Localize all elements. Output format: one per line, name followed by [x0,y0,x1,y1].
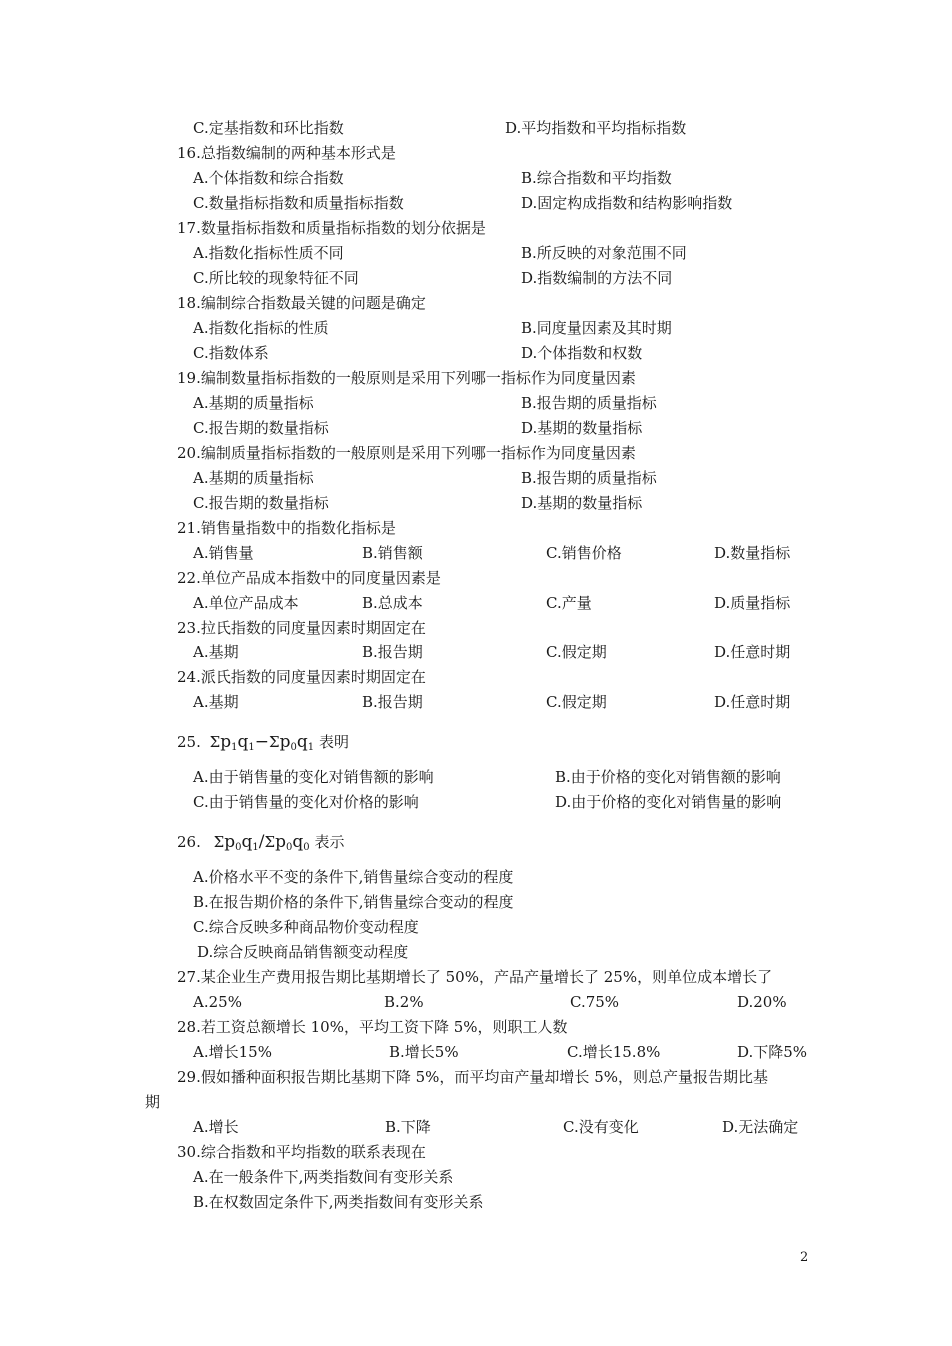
option-b: B.所反映的对象范围不同 [521,244,687,262]
option-d: D.由于价格的变化对销售量的影响 [555,793,782,811]
question-25 [177,732,349,758]
question-28: 28.若工资总额增长 10%，平均工资下降 5%，则职工人数 [177,1018,568,1036]
subscript: 1 [248,742,255,753]
option-d: D.平均指数和平均指标指数 [505,119,687,137]
variable-q: q [237,732,249,752]
subscript: 0 [303,842,310,853]
page-number: 2 [800,1250,809,1265]
option-c: C.增长15.8% [567,1043,661,1061]
question-29: 29.假如播种面积报告期比基期下降 5%，而平均亩产量却增长 5%，则总产量报告期比基 [177,1068,768,1086]
option-b: B.报告期 [362,643,423,661]
option-d: D.指数编制的方法不同 [521,269,673,287]
option-d: D.基期的数量指标 [521,419,643,437]
question-21: 21.销售量指数中的指数化指标是 [177,519,396,537]
option-b: B.同度量因素及其时期 [521,319,672,337]
option-b: B.销售额 [362,544,423,562]
option-d: D.任意时期 [714,643,791,661]
question-tail: 表示 [314,833,345,851]
option-c: C.销售价格 [546,544,622,562]
subscript: 1 [231,742,238,753]
option-c: C.假定期 [546,643,607,661]
option-d: D.20% [737,993,787,1011]
option-d: D.下降5% [737,1043,808,1061]
option-b: B.综合指数和平均指数 [521,169,672,187]
sigma-symbol: Σ [209,733,221,751]
option-a: A.在一般条件下,两类指数间有变形关系 [193,1168,454,1186]
option-a: A.增长 [193,1118,239,1136]
option-c: C.综合反映多种商品物价变动程度 [193,918,419,936]
variable-q: q [241,832,253,852]
option-a: A.指数化指标的性质 [193,319,329,337]
option-b: B.报告期的质量指标 [521,469,657,487]
question-tail: 表明 [318,733,349,751]
question-24: 24.派氏指数的同度量因素时期固定在 [177,668,426,686]
question-29-continuation: 期 [145,1093,161,1111]
option-a: A.增长15% [193,1043,272,1061]
option-a: A.价格水平不变的条件下,销售量综合变动的程度 [193,868,514,886]
option-b: B.下降 [385,1118,431,1136]
option-a: A.销售量 [193,544,254,562]
option-c: C.报告期的数量指标 [193,419,329,437]
variable-q: q [296,732,308,752]
option-c: C.75% [570,993,620,1011]
question-22: 22.单位产品成本指数中的同度量因素是 [177,569,441,587]
subscript: 0 [235,842,242,853]
option-d: D.数量指标 [714,544,791,562]
question-16: 16.总指数编制的两种基本形式是 [177,144,396,162]
option-d: D.无法确定 [722,1118,799,1136]
option-b: B.2% [384,993,424,1011]
option-c: C.由于销售量的变化对价格的影响 [193,793,419,811]
option-a: A.基期 [193,693,239,711]
division-slash: / [258,832,265,852]
option-b: B.在报告期价格的条件下,销售量综合变动的程度 [193,893,514,911]
option-d: D.基期的数量指标 [521,494,643,512]
option-d: D.质量指标 [714,594,791,612]
option-a: A.基期的质量指标 [193,469,314,487]
question-27: 27.某企业生产费用报告期比基期增长了 50%，产品产量增长了 25%，则单位成本增长了 [177,968,773,986]
option-a: A.基期 [193,643,239,661]
question-number: 26. [177,833,201,851]
option-d: D.固定构成指数和结构影响指数 [521,194,733,212]
question-19: 19.编制数量指标指数的一般原则是采用下列哪一指标作为同度量因素 [177,369,636,387]
option-a: A.25% [193,993,242,1011]
subscript: 0 [290,742,297,753]
subscript: 1 [252,842,259,853]
question-number: 25. [177,733,201,751]
option-d: D.个体指数和权数 [521,344,643,362]
variable-q: q [292,832,304,852]
option-b: B.报告期的质量指标 [521,394,657,412]
subscript: 0 [286,842,293,853]
option-b: B.由于价格的变化对销售额的影响 [555,768,781,786]
option-a: A.由于销售量的变化对销售额的影响 [193,768,434,786]
subscript: 1 [307,742,315,753]
option-c: C.假定期 [546,693,607,711]
sigma-symbol: Σ [264,833,276,851]
option-c: C.没有变化 [563,1118,639,1136]
option-b: B.总成本 [362,594,423,612]
variable-p: p [275,832,287,852]
option-d: D.任意时期 [714,693,791,711]
minus-sign: − [254,732,270,752]
sigma-symbol: Σ [269,733,280,751]
sigma-symbol: Σ [213,833,225,851]
option-c: C.所比较的现象特征不同 [193,269,359,287]
option-a: A.单位产品成本 [193,594,299,612]
option-a: A.个体指数和综合指数 [193,169,344,187]
option-c: C.产量 [546,594,592,612]
option-a: A.指数化指标性质不同 [193,244,344,262]
option-b: B.增长5% [389,1043,459,1061]
question-30: 30.综合指数和平均指数的联系表现在 [177,1143,426,1161]
option-b: B.报告期 [362,693,423,711]
option-c: C.指数体系 [193,344,269,362]
variable-p: p [279,732,291,752]
variable-p: p [220,732,232,752]
option-a: A.基期的质量指标 [193,394,314,412]
option-c: C.定基指数和环比指数 [193,119,344,137]
question-17: 17.数量指标指数和质量指标指数的划分依据是 [177,219,486,237]
option-d: D.综合反映商品销售额变动程度 [197,943,409,961]
question-23: 23.拉氏指数的同度量因素时期固定在 [177,619,426,637]
option-c: C.报告期的数量指标 [193,494,329,512]
option-b: B.在权数固定条件下,两类指数间有变形关系 [193,1193,484,1211]
question-26 [177,832,344,858]
option-c: C.数量指标指数和质量指标指数 [193,194,404,212]
question-20: 20.编制质量指标指数的一般原则是采用下列哪一指标作为同度量因素 [177,444,636,462]
question-18: 18.编制综合指数最关键的问题是确定 [177,294,426,312]
variable-p: p [224,832,236,852]
